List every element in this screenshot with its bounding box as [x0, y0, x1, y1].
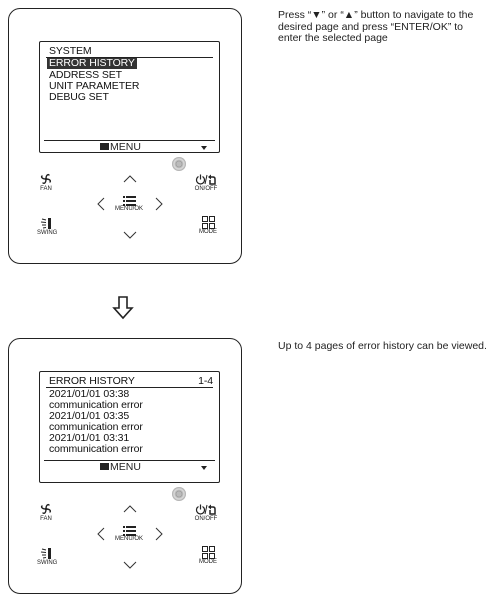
menu-square-icon — [100, 143, 109, 150]
menu-ok-button[interactable] — [114, 526, 144, 543]
instruction-caption-history: Up to 4 pages of error history can be viewed. — [278, 340, 487, 352]
error-entry-message: communication error — [49, 421, 143, 433]
fan-icon — [39, 502, 53, 516]
menu-item-address-set[interactable]: ADDRESS SET — [49, 69, 122, 81]
chevron-right-icon[interactable] — [155, 527, 163, 541]
on-off-button[interactable] — [194, 173, 218, 193]
error-entry-datetime: 2021/01/01 03:38 — [49, 388, 130, 400]
chevron-left-icon[interactable] — [97, 527, 105, 541]
remote-controller-panel-system — [8, 8, 242, 264]
fan-label: FAN — [40, 516, 52, 522]
scroll-down-indicator-icon — [201, 146, 207, 150]
light-sensor — [172, 487, 186, 501]
scroll-down-indicator-icon — [201, 466, 207, 470]
swing-icon — [39, 546, 55, 560]
fan-button[interactable] — [39, 172, 53, 193]
chevron-down-icon[interactable] — [123, 561, 137, 569]
chevron-up-icon[interactable] — [123, 505, 137, 513]
on-off-button[interactable] — [194, 503, 218, 523]
menu-ok-label: MENU/OK — [114, 536, 143, 542]
on-off-label: ON/OFF — [194, 186, 218, 192]
mode-button[interactable] — [199, 216, 217, 236]
menu-label: MENU — [100, 142, 141, 153]
screen-title: SYSTEM — [49, 45, 92, 57]
down-arrow-icon — [112, 296, 134, 320]
error-entry-message: communication error — [49, 443, 143, 455]
chevron-left-icon[interactable] — [97, 197, 105, 211]
menu-item-debug-set[interactable]: DEBUG SET — [49, 91, 109, 103]
swing-label: SWING — [37, 230, 58, 236]
menu-item-error-history[interactable]: ERROR HISTORY — [49, 57, 135, 69]
menu-list-icon — [123, 196, 136, 206]
lcd-screen-error-history — [39, 371, 220, 483]
menu-square-icon — [100, 463, 109, 470]
page-indicator: 1-4 — [198, 375, 213, 387]
chevron-right-icon[interactable] — [155, 197, 163, 211]
mode-button[interactable] — [199, 546, 217, 566]
fan-icon — [39, 172, 53, 186]
lcd-screen-system — [39, 41, 220, 153]
mode-label: MODE — [199, 559, 217, 565]
menu-ok-label: MENU/OK — [114, 206, 143, 212]
error-entry-message: communication error — [49, 399, 143, 411]
swing-button[interactable] — [37, 216, 57, 237]
fan-label: FAN — [40, 186, 52, 192]
fan-button[interactable] — [39, 502, 53, 523]
error-entry-datetime: 2021/01/01 03:31 — [49, 432, 130, 444]
swing-label: SWING — [37, 560, 58, 566]
on-off-label: ON/OFF — [194, 516, 218, 522]
chevron-up-icon[interactable] — [123, 175, 137, 183]
menu-list-icon — [123, 526, 136, 536]
menu-ok-button[interactable] — [114, 196, 144, 213]
mode-grid-icon — [202, 216, 215, 229]
mode-grid-icon — [202, 546, 215, 559]
remote-controller-panel-error-history — [8, 338, 242, 594]
chevron-down-icon[interactable] — [123, 231, 137, 239]
power-back-icon — [194, 503, 218, 516]
light-sensor — [172, 157, 186, 171]
mode-label: MODE — [199, 229, 217, 235]
power-back-icon — [194, 173, 218, 186]
menu-label: MENU — [100, 462, 141, 473]
menu-item-unit-parameter[interactable]: UNIT PARAMETER — [49, 80, 140, 92]
swing-button[interactable] — [37, 546, 57, 567]
instruction-caption-navigate: Press “▼” or “▲” button to navigate to the desired page and press “ENTER/OK” to enter the selected page — [278, 9, 474, 44]
error-entry-datetime: 2021/01/01 03:35 — [49, 410, 130, 422]
screen-title: ERROR HISTORY — [49, 375, 135, 387]
swing-icon — [39, 216, 55, 230]
